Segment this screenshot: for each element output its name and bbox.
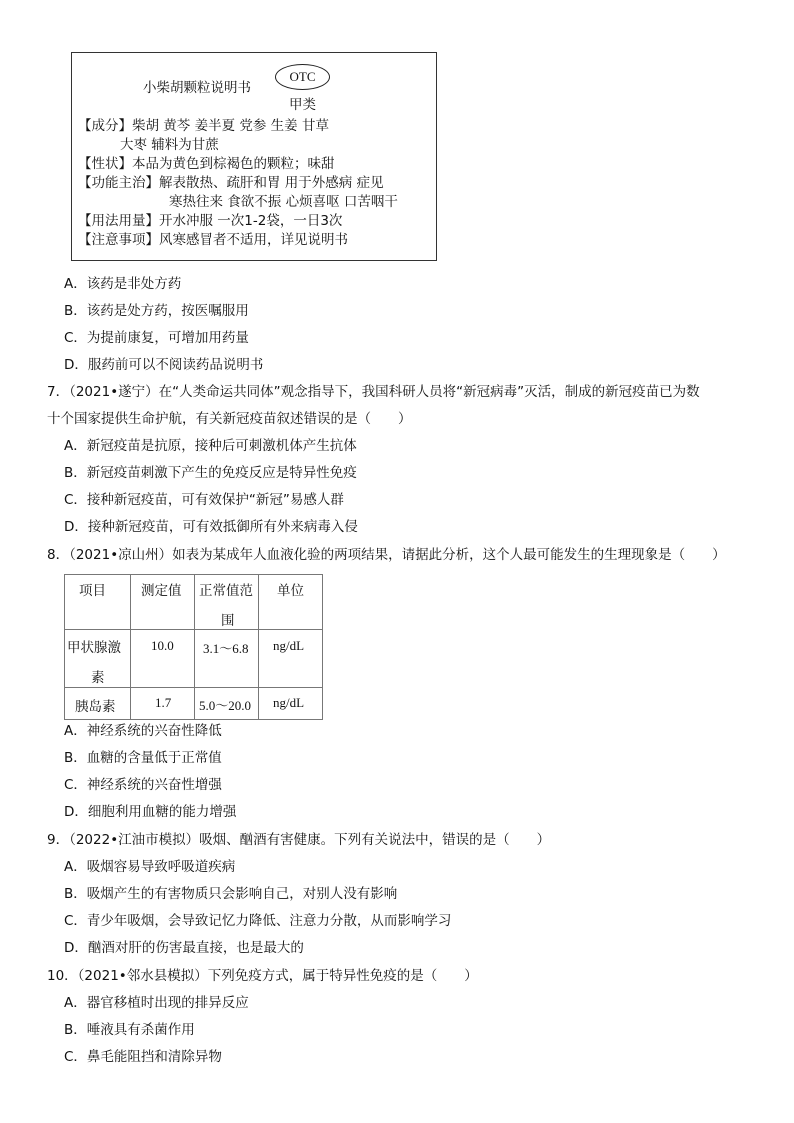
label-line-indications: 【功能主治】解表散热、疏肝和胃 用于外感病 症见	[78, 175, 384, 191]
q6-option-d: D．服药前可以不阅读药品说明书	[64, 357, 264, 373]
q7-option-b: B．新冠疫苗刺激下产生的免疫反应是特异性免疫	[64, 465, 357, 481]
table-header-unit: 单位	[277, 583, 304, 599]
q10-option-c: C．鼻毛能阻挡和清除异物	[64, 1049, 222, 1065]
q7-option-d: D．接种新冠疫苗，可有效抵御所有外来病毒入侵	[64, 519, 358, 535]
label-line-ingredients: 【成分】柴胡 黄芩 姜半夏 党参 生姜 甘草	[78, 118, 329, 134]
row1-item: 甲状腺激	[67, 640, 121, 656]
q8-option-d: D．细胞利用血糖的能力增强	[64, 804, 237, 820]
table-row	[65, 630, 323, 688]
q10-option-b: B．唾液具有杀菌作用	[64, 1022, 195, 1038]
row1-value: 10.0	[151, 638, 174, 653]
otc-badge: OTC	[275, 64, 330, 90]
table-row	[65, 688, 323, 720]
label-line-dosage: 【用法用量】开水冲服 一次1-2袋，一日3次	[78, 213, 343, 229]
q7-stem-line1: 7．（2021•遂宁）在“人类命运共同体”观念指导下，我国科研人员将“新冠病毒”灭活，制成的新冠疫苗已为数	[47, 384, 700, 400]
q10-option-a: A．器官移植时出现的排异反应	[64, 995, 249, 1011]
q10-stem: 10．（2021•邻水县模拟）下列免疫方式，属于特异性免疫的是（ ）	[47, 968, 478, 984]
label-line-properties: 【性状】本品为黄色到棕褐色的颗粒；味甜	[78, 156, 335, 172]
q9-option-c: C．青少年吸烟，会导致记忆力降低、注意力分散，从而影响学习	[64, 913, 452, 929]
q9-option-d: D．酗酒对肝的伤害最直接，也是最大的	[64, 940, 304, 956]
label-line-cautions: 【注意事项】风寒感冒者不适用，详见说明书	[78, 232, 348, 248]
row2-value: 1.7	[155, 695, 172, 710]
q7-stem-line2: 十个国家提供生命护航，有关新冠疫苗叙述错误的是（ ）	[47, 411, 412, 427]
table-header-value: 测定值	[141, 583, 182, 599]
blood-test-table	[64, 574, 323, 720]
row1-range: 3.1～6.8	[203, 641, 249, 656]
q9-option-b: B．吸烟产生的有害物质只会影响自己，对别人没有影响	[64, 886, 398, 902]
row2-unit: ng/dL	[273, 695, 305, 710]
q6-option-a: A．该药是非处方药	[64, 276, 182, 292]
table-header-item: 项目	[79, 583, 106, 599]
row1-unit: ng/dL	[273, 638, 305, 653]
q8-option-b: B．血糖的含量低于正常值	[64, 750, 222, 766]
table-header-range-cont: 围	[221, 613, 235, 629]
q7-option-a: A．新冠疫苗是抗原，接种后可刺激机体产生抗体	[64, 438, 357, 454]
otc-class: 甲类	[289, 97, 316, 113]
q8-option-c: C．神经系统的兴奋性增强	[64, 777, 222, 793]
label-title: 小柴胡颗粒说明书	[143, 80, 251, 96]
q9-option-a: A．吸烟容易导致呼吸道疾病	[64, 859, 236, 875]
q8-stem: 8．（2021•凉山州）如表为某成年人血液化验的两项结果，请据此分析，这个人最可能发生的生理现象是（ ）	[47, 547, 726, 563]
q7-option-c: C．接种新冠疫苗，可有效保护“新冠”易感人群	[64, 492, 344, 508]
table-header-range: 正常值范	[199, 583, 253, 599]
label-line-indications-cont: 寒热往来 食欲不振 心烦喜呕 口苦咽干	[169, 194, 398, 210]
row2-item: 胰岛素	[75, 699, 116, 715]
q8-option-a: A．神经系统的兴奋性降低	[64, 723, 222, 739]
row2-range: 5.0～20.0	[199, 698, 252, 713]
row1-item-cont: 素	[91, 670, 105, 686]
q6-option-b: B．该药是处方药，按医嘱服用	[64, 303, 249, 319]
label-line-ingredients-cont: 大枣 辅料为甘蔗	[120, 137, 219, 153]
q9-stem: 9．（2022•江油市模拟）吸烟、酗酒有害健康。下列有关说法中，错误的是（ ）	[47, 832, 551, 848]
q6-option-c: C．为提前康复，可增加用药量	[64, 330, 249, 346]
